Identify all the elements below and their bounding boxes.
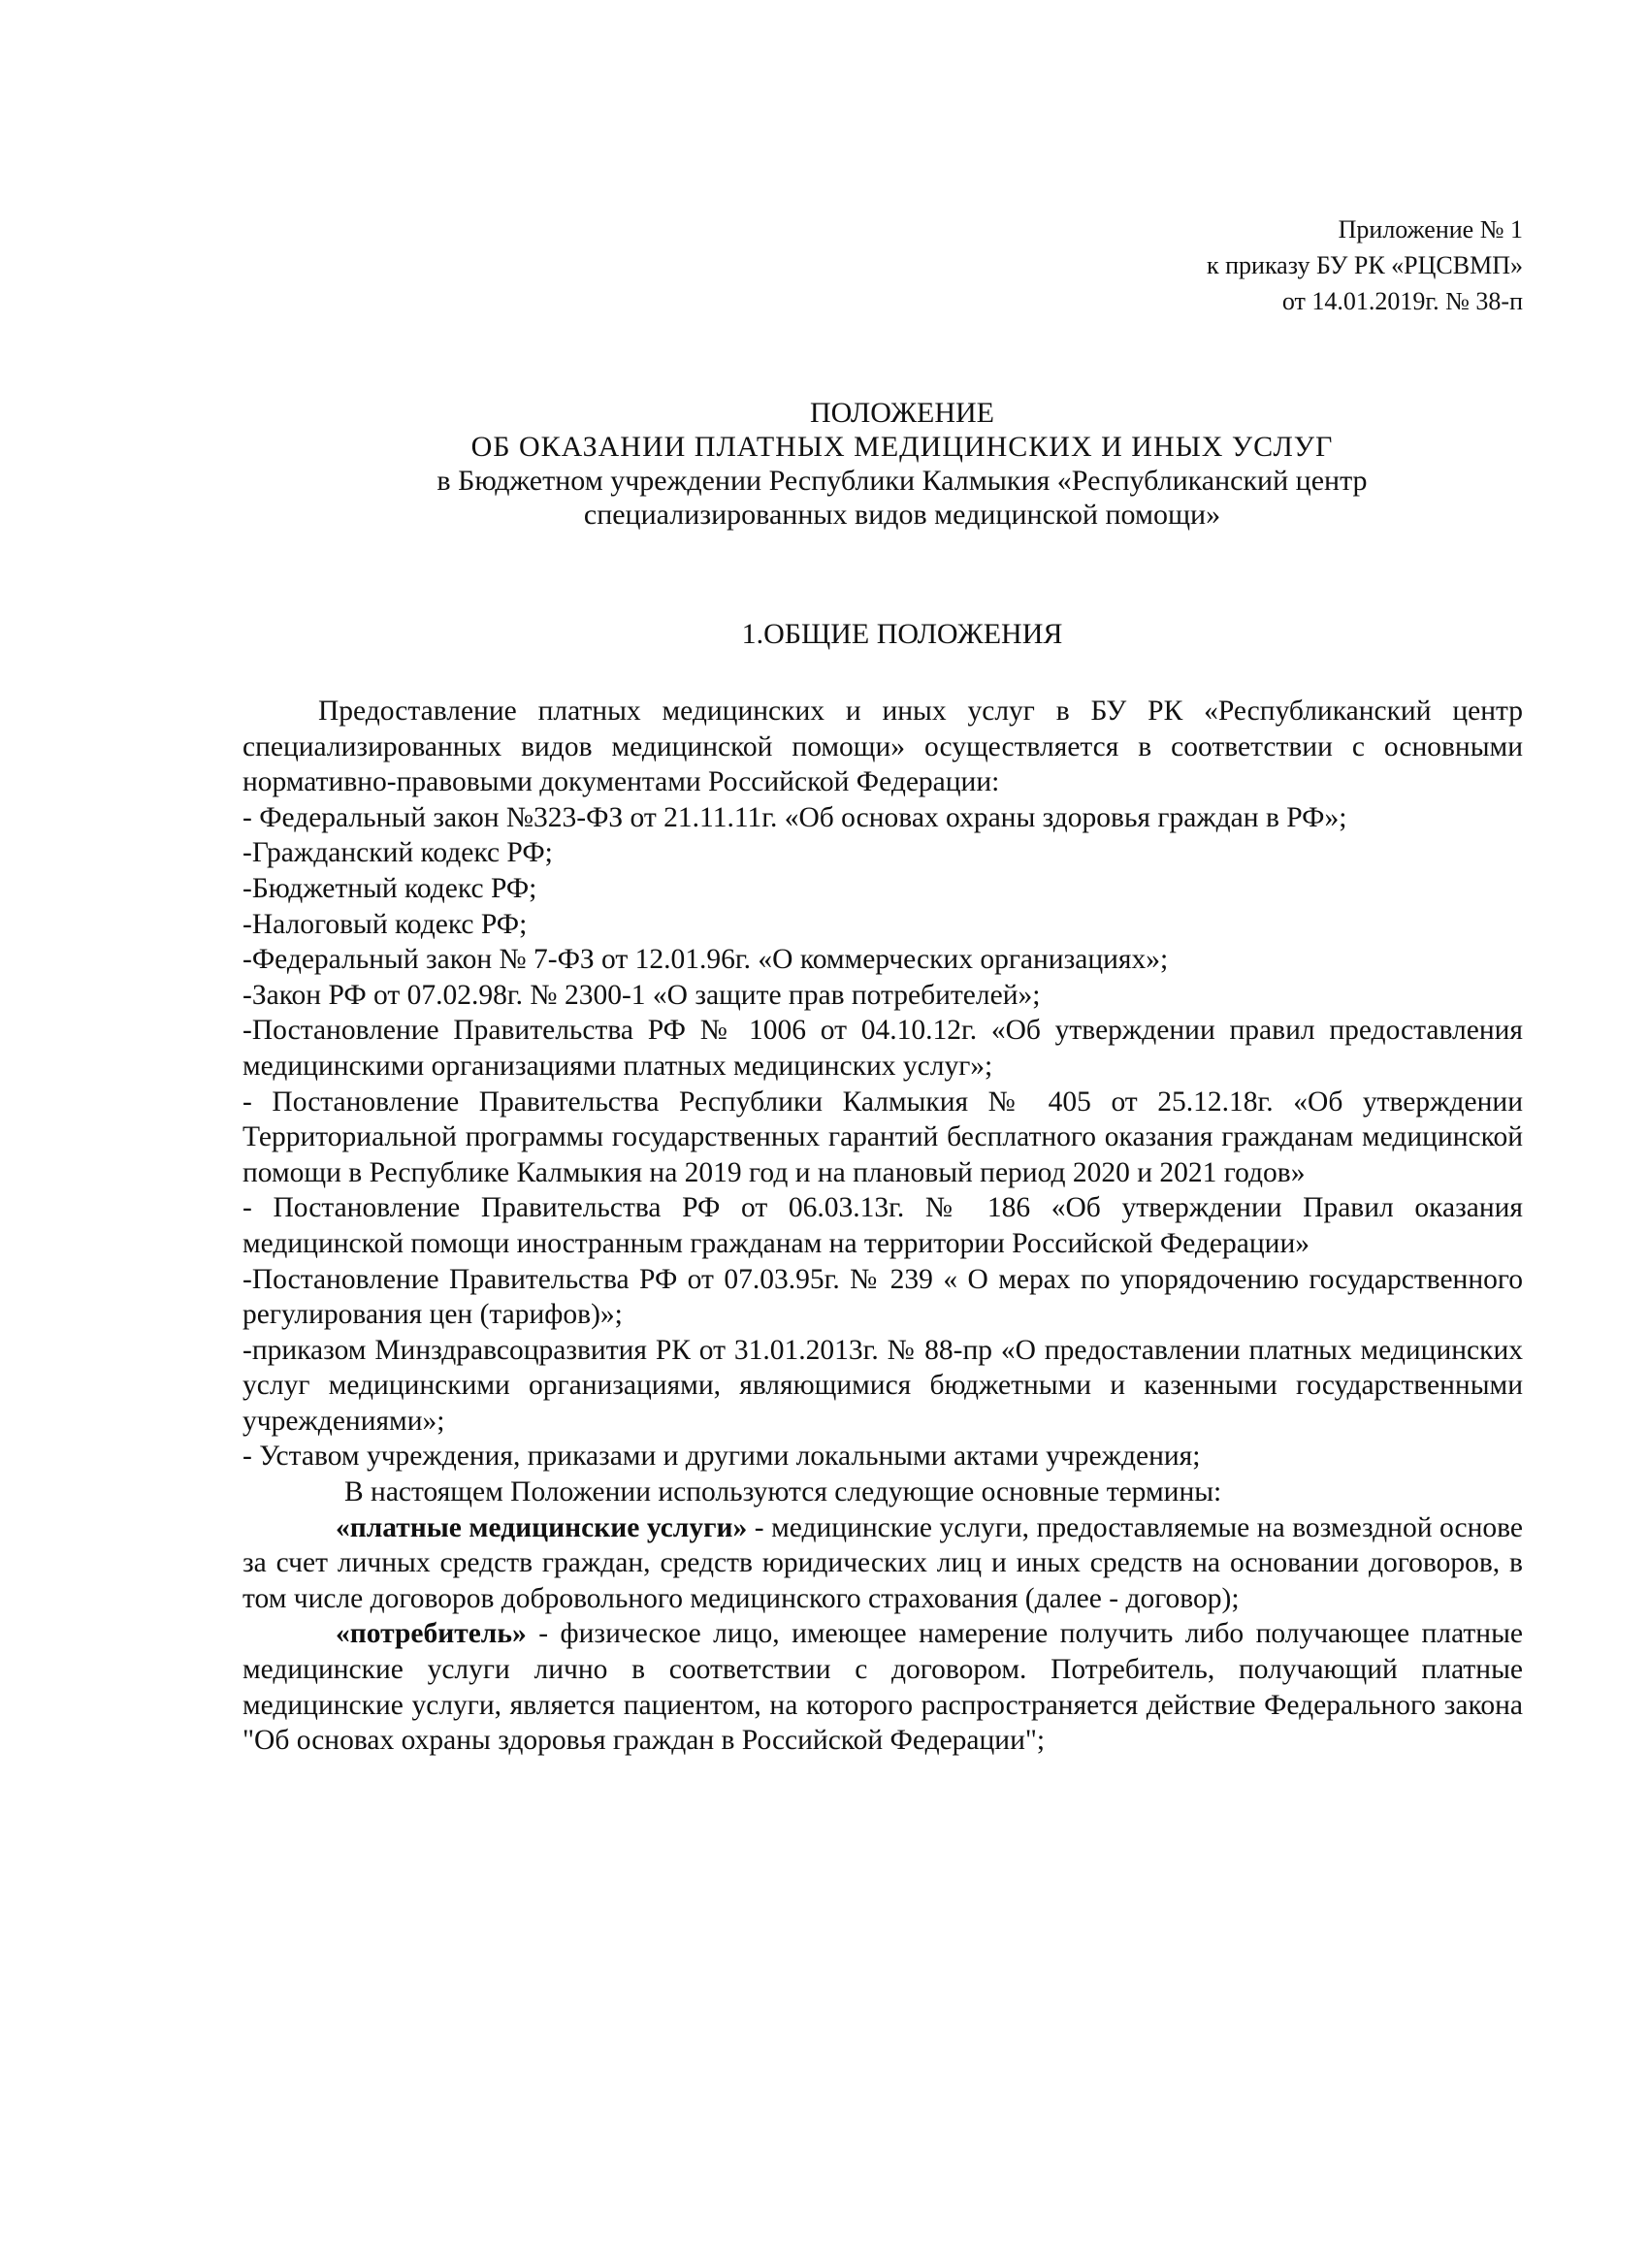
term-definition: - медицинские услуги, предоставляемые на возмездной основе за счет личных средств граждан, средств юридических лиц и иных средств на основании договоров, в том числе договоров добровольного медицинского страхования (далее - договор); bbox=[242, 1511, 1523, 1614]
list-item: -Постановление Правительства РФ № 1006 от 04.10.12г. «Об утверждении правил предоставления медицинскими организациями платных медицинских услуг»; bbox=[242, 1015, 1523, 1082]
list-item: -Федеральный закон № 7-ФЗ от 12.01.96г. «О коммерческих организациях»; bbox=[242, 944, 1169, 976]
term-consumer bbox=[242, 1616, 1523, 1758]
title-line-2: ОБ ОКАЗАНИИ ПЛАТНЫХ МЕДИЦИНСКИХ И ИНЫХ УСЛУГ bbox=[470, 431, 1334, 463]
term-definition: - физическое лицо, имеющее намерение получить либо получающее платные медицинские услуги лично в соответствии с договором. Потребитель, получающий платные медицинские услуги, является пациентом, на которого распространяется действие Федерального закона "Об основах охраны здоровья граждан в Российской Федерации"; bbox=[242, 1618, 1523, 1757]
document-title bbox=[291, 396, 1513, 532]
terms-intro: В настоящем Положении используются следующие основные термины: bbox=[344, 1476, 1222, 1508]
list-item: -Налоговый кодекс РФ; bbox=[242, 908, 528, 940]
title-line-4: специализированных видов медицинской помощи» bbox=[583, 499, 1221, 531]
appendix-line-2: к приказу БУ РК «РЦСВМП» bbox=[1206, 251, 1523, 279]
title-line-3: в Бюджетном учреждении Республики Калмыкия «Республиканский центр bbox=[436, 465, 1368, 497]
list-item: -Гражданский кодекс РФ; bbox=[242, 837, 553, 869]
term-name: «потребитель» bbox=[336, 1618, 527, 1650]
list-item: - Постановление Правительства Республики Калмыкия № 405 от 25.12.18г. «Об утверждении Территориальной программы государственных гарантий бесплатного оказания гражданам медицинской помощи в Республике Калмыкия на 2019 год и на плановый период 2020 и 2021 годов» bbox=[242, 1085, 1523, 1188]
list-item: -Бюджетный кодекс РФ; bbox=[242, 872, 537, 904]
section-body bbox=[242, 694, 1523, 1759]
appendix-header bbox=[1207, 211, 1523, 319]
list-item: -приказом Минздравсоцразвития РК от 31.01.2013г. № 88-пр «О предоставлении платных медицинских услуг медицинскими организациями, являющимися бюджетными и казенными государственными учреждениями»; bbox=[242, 1334, 1523, 1437]
list-item: -Закон РФ от 07.02.98г. № 2300-1 «О защите прав потребителей»; bbox=[242, 979, 1041, 1011]
term-paid-services bbox=[242, 1510, 1523, 1617]
appendix-line-3: от 14.01.2019г. № 38-п bbox=[1281, 287, 1523, 315]
term-name: «платные медицинские услуги» bbox=[336, 1511, 748, 1543]
section-heading: 1.ОБЩИЕ ПОЛОЖЕНИЯ bbox=[741, 618, 1063, 650]
appendix-line-1: Приложение № 1 bbox=[1338, 215, 1523, 243]
list-item: - Федеральный закон №323-ФЗ от 21.11.11г. «Об основах охраны здоровья граждан в РФ»; bbox=[242, 801, 1347, 833]
list-item: - Постановление Правительства РФ от 06.03.13г. № 186 «Об утверждении Правил оказания медицинской помощи иностранным гражданам на территории Российской Федерации» bbox=[242, 1192, 1523, 1259]
list-item: - Уставом учреждения, приказами и другими локальными актами учреждения; bbox=[242, 1441, 1201, 1473]
title-line-1: ПОЛОЖЕНИЕ bbox=[810, 397, 994, 429]
intro-paragraph: Предоставление платных медицинских и иных услуг в БУ РК «Республиканский центр специализированных видов медицинской помощи» осуществляется в соответствии с основными нормативно-правовыми документами Российской Федерации: bbox=[242, 696, 1523, 798]
list-item: -Постановление Правительства РФ от 07.03.95г. № 239 « О мерах по упорядочению государственного регулирования цен (тарифов)»; bbox=[242, 1263, 1523, 1331]
